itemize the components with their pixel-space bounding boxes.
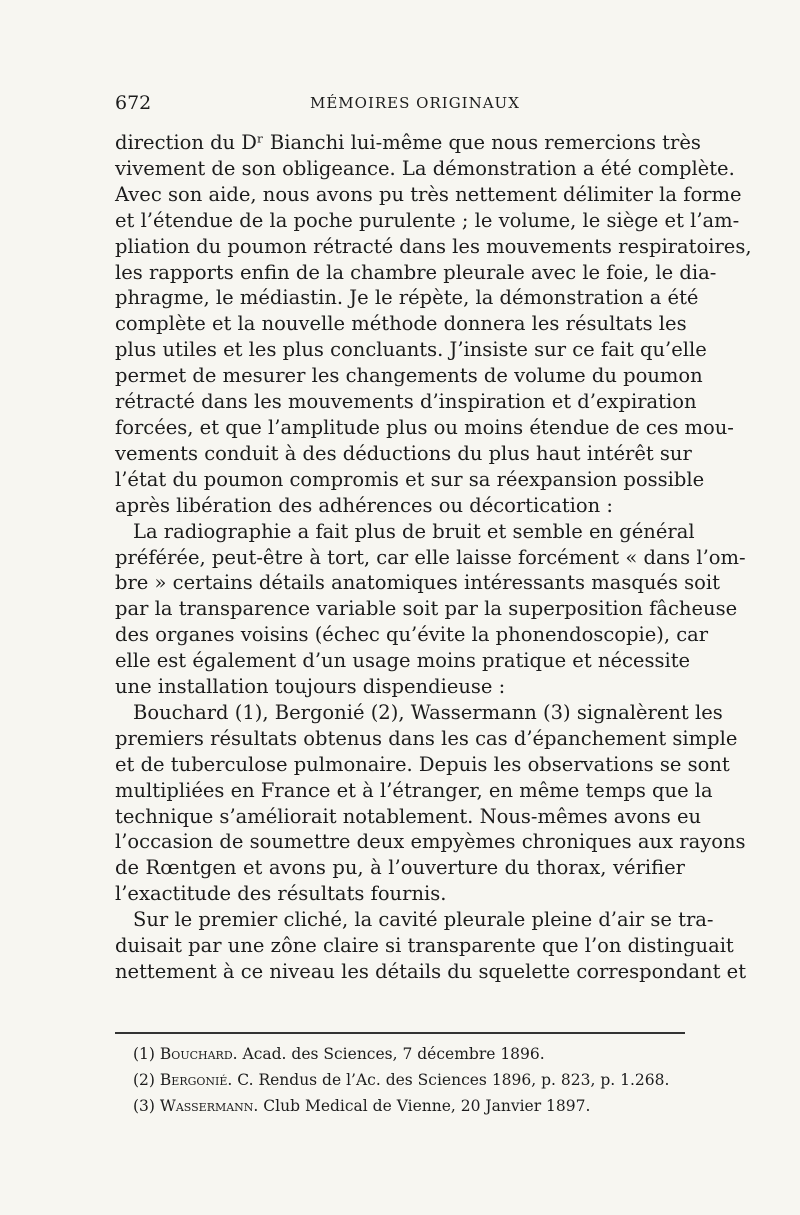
text-line: l’occasion de soumettre deux empyèmes chroniques aux rayons (115, 830, 746, 854)
text-line: direction du Dʳ Bianchi lui-même que nous remercions très (115, 131, 701, 154)
text-line: forcées, et que l’amplitude plus ou moins étendue de ces mou- (115, 415, 734, 439)
text-line: préférée, peut-être à tort, car elle laisse forcément « dans l’om- (115, 545, 746, 569)
text-line: une installation toujours dispendieuse : (115, 675, 506, 699)
text-line: l’état du poumon compromis et sur sa réexpansion possible (115, 467, 705, 491)
footnote-number: (2) (133, 1071, 155, 1089)
text-line: permet de mesurer les changements de volume du poumon (115, 364, 703, 388)
footnote (133, 1097, 590, 1115)
text-line: par la transparence variable soit par la superposition fâcheuse (115, 597, 738, 621)
text-line: des organes voisins (échec qu’évite la phonendoscopie), car (115, 623, 709, 647)
text-line: La radiographie a fait plus de bruit et semble en général (133, 519, 695, 543)
text-line: l’exactitude des résultats fournis. (115, 882, 447, 906)
text-line: Avec son aide, nous avons pu très nettement délimiter la forme (115, 182, 742, 206)
text-line: nettement à ce niveau les détails du squelette correspondant et (115, 960, 747, 983)
text-line: vivement de son obligeance. La démonstration a été complète. (115, 156, 735, 180)
footnote-author: Bouchard. (159, 1045, 238, 1063)
page-number: 672 (115, 92, 152, 114)
text-line: Bouchard (1), Bergonié (2), Wassermann (3) signalèrent les (133, 700, 723, 724)
text-line: plus utiles et les plus concluants. J’insiste sur ce fait qu’elle (115, 338, 707, 362)
text-line: de Rœntgen et avons pu, à l’ouverture du thorax, vérifier (115, 856, 685, 880)
text-line: duisait par une zône claire si transparente que l’on distinguait (115, 934, 734, 958)
text-line: pliation du poumon rétracté dans les mouvements respiratoires, (115, 234, 752, 258)
paragraph (115, 130, 752, 519)
paragraph (115, 700, 746, 907)
footnote-text: C. Rendus de l’Ac. des Sciences 1896, p. 823, p. 1.268. (237, 1071, 670, 1089)
text-line: phragme, le médiastin. Je le répète, la démonstration a été (115, 286, 699, 310)
text-line: technique s’améliorait notablement. Nous-mêmes avons eu (115, 804, 702, 828)
text-line: les rapports enfin de la chambre pleurale avec le foie, le dia- (115, 260, 717, 284)
paragraph (115, 907, 747, 985)
text-line: rétracté dans les mouvements d’inspiration et d’expiration (115, 390, 697, 414)
footnote (133, 1045, 545, 1063)
body-text (115, 130, 752, 985)
text-line: vements conduit à des déductions du plus haut intérêt sur (115, 441, 692, 465)
footnote-number: (3) (133, 1097, 155, 1115)
footnote-text: Club Medical de Vienne, 20 Janvier 1897. (263, 1097, 591, 1115)
text-line: et de tuberculose pulmonaire. Depuis les observations se sont (115, 752, 730, 776)
paragraph (115, 519, 746, 700)
running-title: MÉMOIRES ORIGINAUX (310, 94, 520, 112)
text-line: Sur le premier cliché, la cavité pleurale pleine d’air se tra- (133, 908, 714, 932)
text-line: complète et la nouvelle méthode donnera les résultats les (115, 312, 687, 336)
text-line: bre » certains détails anatomiques intéressants masqués soit (115, 571, 720, 595)
footnote-rule (115, 1032, 685, 1034)
footnote-text: Acad. des Sciences, 7 décembre 1896. (242, 1045, 545, 1063)
footnote-number: (1) (133, 1045, 155, 1063)
page-header (115, 92, 685, 122)
footnote (133, 1071, 669, 1089)
text-line: elle est également d’un usage moins pratique et nécessite (115, 649, 691, 673)
text-line: multipliées en France et à l’étranger, en même temps que la (115, 778, 713, 802)
footnote-author: Bergonié. (159, 1071, 233, 1089)
text-line: après libération des adhérences ou décortication : (115, 493, 613, 517)
text-line: et l’étendue de la poche purulente ; le volume, le siège et l’am- (115, 208, 740, 232)
text-line: premiers résultats obtenus dans les cas d’épanchement simple (115, 726, 738, 750)
footnote-author: Wassermann. (159, 1097, 259, 1115)
